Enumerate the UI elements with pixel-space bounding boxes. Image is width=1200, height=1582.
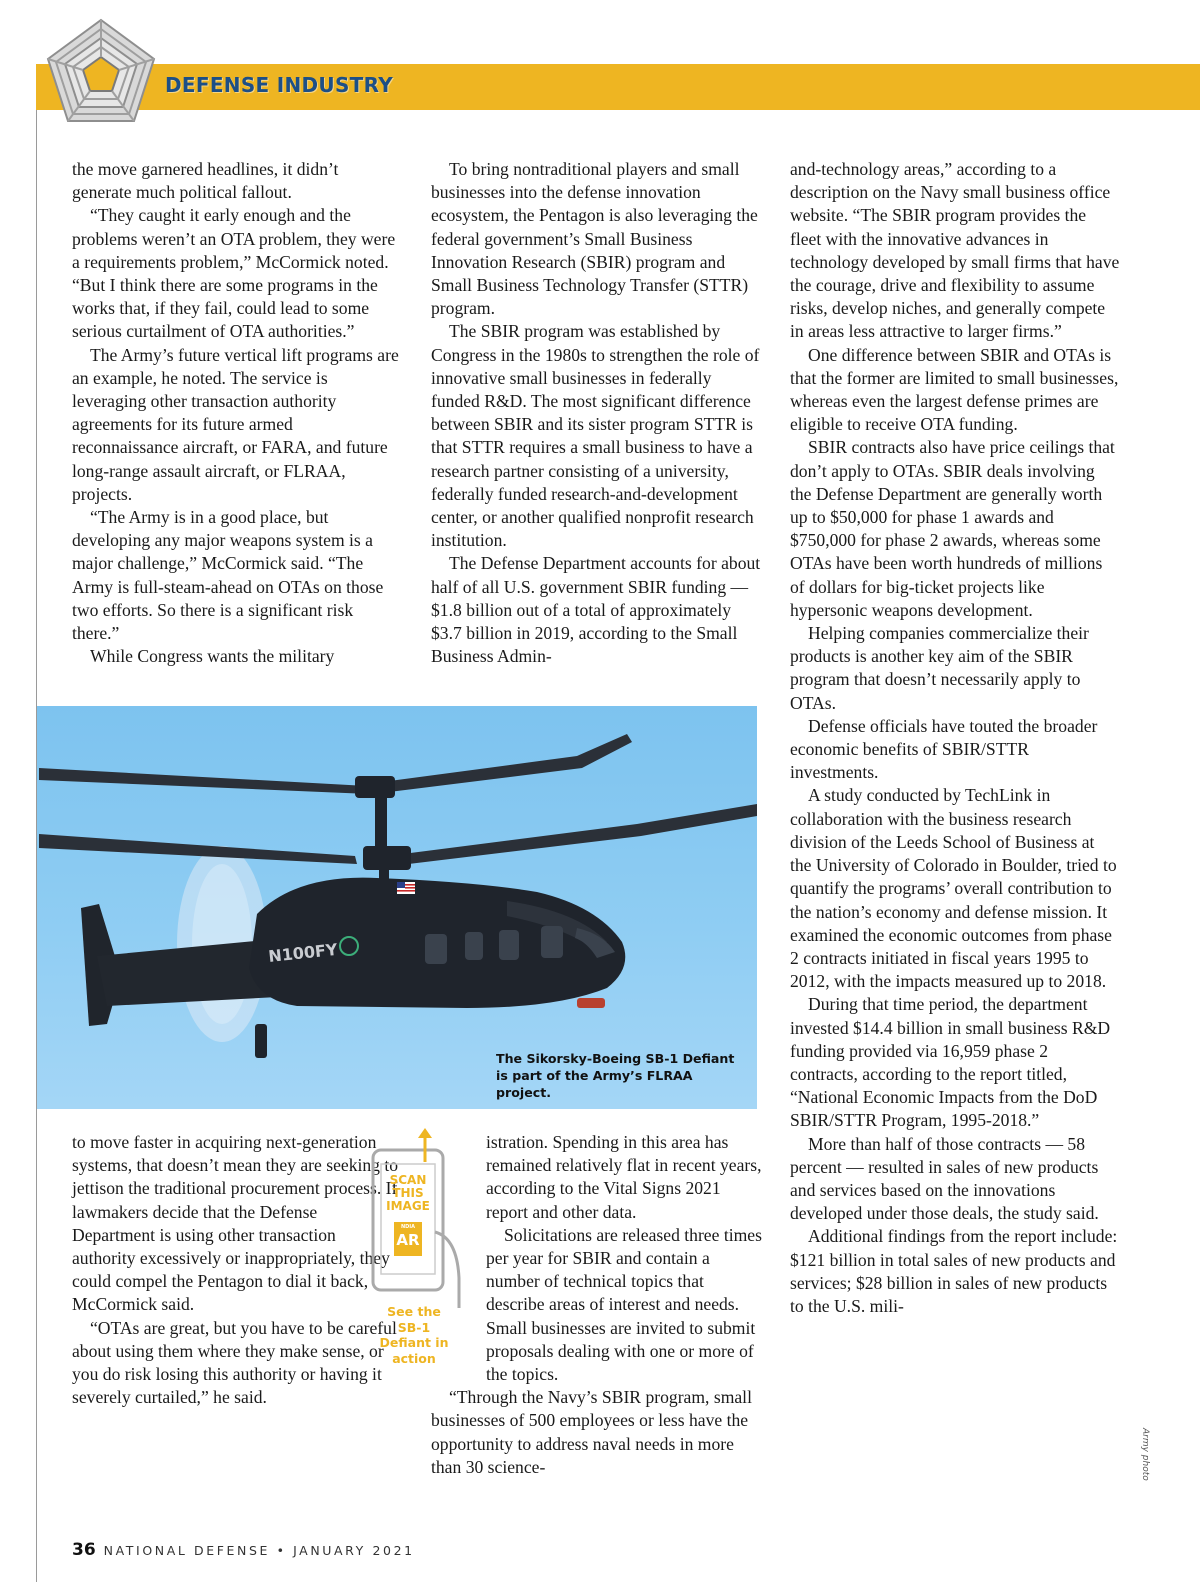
pentagon-logo xyxy=(40,14,162,136)
paragraph: Defense officials have touted the broader economic benefits of SBIR/STTR investments. xyxy=(790,715,1098,783)
ar-promo[interactable] xyxy=(365,1128,465,1368)
section-title: DEFENSE INDUSTRY xyxy=(165,73,394,97)
page-footer xyxy=(72,1540,415,1560)
paragraph: The Army’s future vertical lift programs are an example, he noted. The service is leveraging other transaction authority agreements for its future armed reconnaissance aircraft, or FARA, and future long-range assault aircraft, or FLRAA, projects. xyxy=(72,344,399,504)
publication-line: NATIONAL DEFENSE • JANUARY 2021 xyxy=(103,1543,415,1558)
phone-scan-icon xyxy=(365,1128,465,1308)
ar-caption[interactable]: See the SB-1 Defiant in action xyxy=(379,1304,449,1366)
photo-credit: Army photo xyxy=(1140,1428,1150,1481)
paragraph: Solicitations are released three times per year for SBIR and contain a number of technical topics that describe areas of interest and needs. Small businesses are invited to submit proposals dealing with one or more of the topics. xyxy=(486,1224,762,1385)
paragraph: Helping companies commercialize their products is another key aim of the SBIR program that doesn’t necessarily apply to OTAs. xyxy=(790,623,1089,713)
paragraph: A study conducted by TechLink in collaboration with the business research division of the Leeds School of Business at the University of Colorado in Boulder, tried to quantify the programs’ overall contribution to the nation’s economy and defense mission. It examined the economic outcomes from phase 2 contracts initiated in fiscal years 1995 to 2012, with the impacts measured up to 2018. xyxy=(790,785,1117,992)
sb1-defiant-illustration xyxy=(37,706,757,1109)
column-2-top xyxy=(431,158,761,668)
helicopter-photo xyxy=(37,706,757,1109)
paragraph: More than half of those contracts — 58 percent — resulted in sales of new products and services based on the innovations developed under those deals, the study said. xyxy=(790,1133,1099,1224)
ndia-mark: NDIA xyxy=(400,1224,416,1230)
scan-label: SCAN THIS IMAGE xyxy=(386,1173,430,1213)
paragraph: The Defense Department accounts for about half of all U.S. government SBIR funding — $1.8 billion out of a total of approximately $3.7 billion in 2019, according to the Small Business Admin- xyxy=(431,553,761,667)
ar-badge: AR xyxy=(396,1231,420,1249)
paragraph: “They caught it early enough and the problems weren’t an OTA problem, they were a requirements problem,” McCormick noted. “But I think there are some programs in the works that, if they fail, could lead to some serious curtailment of OTA authorities.” xyxy=(72,205,396,342)
paragraph: and-technology areas,” according to a description on the Navy small business office website. “The SBIR program provides the fleet with the innovative advances in technology developed by small firms that have the courage, drive and flexibility to assume risks, develop niches, and generally compete in areas less attractive to larger firms.” xyxy=(790,159,1120,342)
paragraph: One difference between SBIR and OTAs is that the former are limited to small businesses, whereas even the largest defense primes are eligible to receive OTA funding. xyxy=(790,344,1119,435)
paragraph: To bring nontraditional players and small businesses into the defense innovation ecosystem, the Pentagon is also leveraging the federal government’s Small Business Innovation Research (SBIR) program and Small Business Technology Transfer (STTR) program. xyxy=(431,159,758,319)
paragraph: SBIR contracts also have price ceilings that don’t apply to OTAs. SBIR deals involving the Defense Department are generally worth up to $50,000 for phase 1 awards and $750,000 for phase 2 awards, whereas some OTAs have been worth hundreds of millions of dollars for big-ticket projects like hypersonic weapons development. xyxy=(790,437,1115,620)
column-1-bottom xyxy=(72,1131,402,1409)
paragraph: The SBIR program was established by Congress in the 1980s to strengthen the role of innovative small businesses in federally funded R&D. The most significant difference between SBIR and its sister program STTR is that STTR requires a small business to have a research partner consisting of a university, federally funded research-and-development center, or another qualified nonprofit research institution. xyxy=(431,321,760,551)
paragraph: During that time period, the department invested $14.4 billion in small business R&D funding provided via 16,959 phase 2 contracts, according to the report titled, “National Economic Impacts from the DoD SBIR/STTR Program, 1995-2018.” xyxy=(790,994,1111,1131)
paragraph: “Through the Navy’s SBIR program, small businesses of 500 employees or less have the opportunity to address naval needs in more than 30 science- xyxy=(431,1387,752,1477)
paragraph: Additional findings from the report include: $121 billion in total sales of new products and services; $28 billion in sales of new products to the U.S. mili- xyxy=(790,1226,1118,1316)
paragraph: to move faster in acquiring next-generation systems, that doesn’t mean they are seeking to jettison the traditional procurement process. If lawmakers decide that the Defense Department is using other transaction authority excessively or inappropriately, they could compel the Pentagon to dial it back, McCormick said. xyxy=(72,1132,399,1315)
page-number: 36 xyxy=(72,1540,96,1560)
paragraph: While Congress wants the military xyxy=(90,646,335,667)
photo-caption: The Sikorsky-Boeing SB-1 Defiant is part of the Army’s FLRAA project. xyxy=(496,1051,735,1100)
paragraph: istration. Spending in this area has remained relatively flat in recent years, according to the Vital Signs 2021 report and other data. xyxy=(486,1132,762,1222)
tail-number: N100FY xyxy=(267,939,339,966)
paragraph: “OTAs are great, but you have to be careful about using them where they make sense, or you do risk losing this authority or having it severely curtailed,” he said. xyxy=(72,1317,397,1408)
column-2-bottom xyxy=(431,1131,762,1479)
paragraph: the move garnered headlines, it didn’t generate much political fallout. xyxy=(72,159,339,203)
paragraph: “The Army is in a good place, but developing any major weapons system is a major challenge,” McCormick said. “The Army is full-steam-ahead on OTAs on those two efforts. So there is a significant risk there.” xyxy=(72,507,384,644)
column-3 xyxy=(790,158,1120,1318)
column-1-top xyxy=(72,158,402,668)
